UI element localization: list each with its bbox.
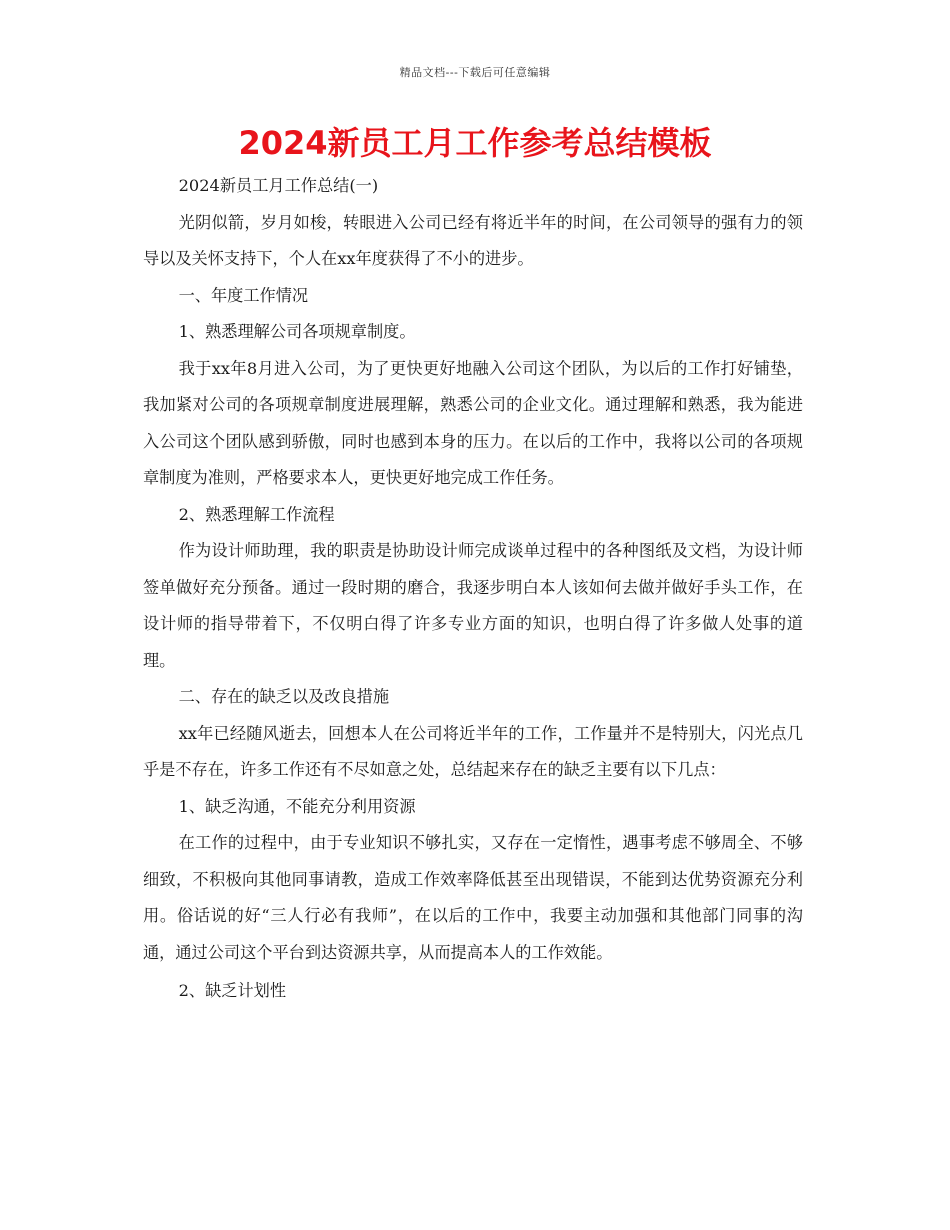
body-paragraph: 在工作的过程中，由于专业知识不够扎实，又存在一定惰性，遇事考虑不够周全、不够细致，不积极向其他同事请教，造成工作效率降低甚至出现错误，不能到达优势资源充分利用。俗话说的好“三人行必有我师”，在以后的工作中，我要主动加强和其他部门同事的沟通，通过公司这个平台到达资源共享，从而提高本人的工作效能。 — [143, 833, 803, 962]
body-paragraph: 作为设计师助理，我的职责是协助设计师完成谈单过程中的各种图纸及文档，为设计师签单做好充分预备。通过一段时期的磨合，我逐步明白本人该如何去做并做好手头工作，在设计师的指导带着下，不仅明白得了许多专业方面的知识，也明白得了许多做人处事的道理。 — [143, 541, 803, 670]
body-paragraph: 光阴似箭，岁月如梭，转眼进入公司已经有将近半年的时间，在公司领导的强有力的领导以及关怀支持下，个人在xx年度获得了不小的进步。 — [143, 212, 803, 268]
section-heading: 二、存在的缺乏以及改良措施 — [178, 687, 390, 706]
subtitle-paragraph: 2024新员工月工作总结(一) — [178, 176, 379, 195]
sub-heading: 2、缺乏计划性 — [178, 981, 287, 1000]
body-paragraph: 我于xx年8月进入公司，为了更快更好地融入公司这个团队，为以后的工作打好铺垫，我加紧对公司的各项规章制度进展理解，熟悉公司的企业文化。通过理解和熟悉，我为能进入公司这个团队感到骄傲，同时也感到本身的压力。在以后的工作中，我将以公司的各项规章制度为准则，严格要求本人，更快更好地完成工作任务。 — [143, 358, 803, 487]
sub-heading: 1、缺乏沟通，不能充分利用资源 — [178, 796, 416, 816]
sub-heading: 2、熟悉理解工作流程 — [178, 504, 335, 524]
section-heading: 一、年度工作情况 — [178, 285, 309, 305]
document-body — [143, 168, 803, 1010]
sub-heading: 1、熟悉理解公司各项规章制度。 — [178, 322, 416, 341]
document-title: 2024新员工月工作参考总结模板 — [238, 124, 712, 162]
header-note: 精品文档---下载后可任意编辑 — [399, 66, 551, 79]
body-paragraph: xx年已经随风逝去，回想本人在公司将近半年的工作，工作量并不是特别大，闪光点几乎是不存在，许多工作还有不尽如意之处，总结起来存在的缺乏主要有以下几点： — [143, 723, 803, 779]
